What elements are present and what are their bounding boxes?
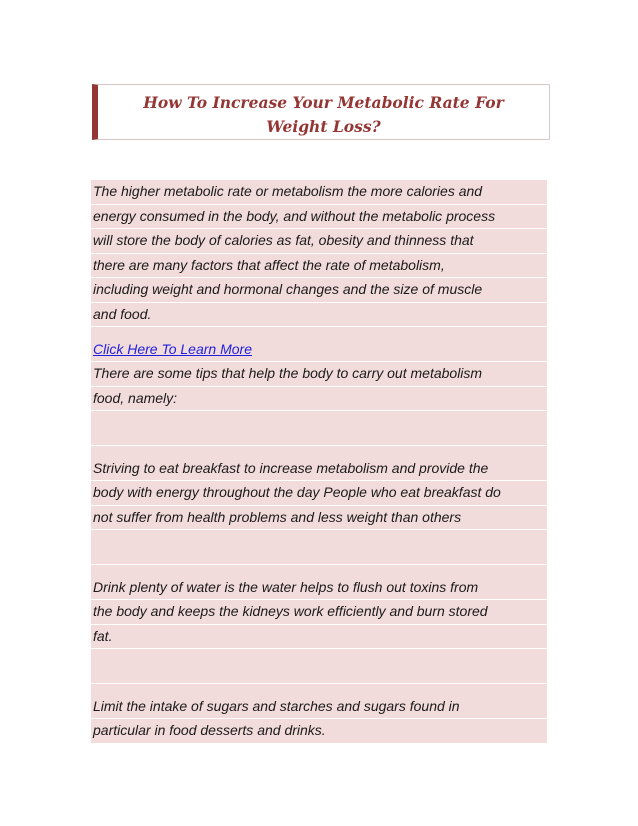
tip-line: not suffer from health problems and less weight than others	[91, 506, 547, 531]
paragraph-line: The higher metabolic rate or metabolism the more calories and	[91, 180, 547, 205]
title-line-2: Weight Loss?	[266, 117, 381, 136]
blank-line	[91, 411, 547, 446]
title-line-1: How To Increase Your Metabolic Rate For	[143, 93, 504, 112]
blank-line	[91, 649, 547, 684]
paragraph-line: food, namely:	[91, 387, 547, 412]
blank-line	[91, 530, 547, 565]
paragraph-line: There are some tips that help the body to carry out metabolism	[91, 362, 547, 387]
title-box	[92, 84, 550, 140]
tip-line: fat.	[91, 625, 547, 650]
paragraph-line: including weight and hormonal changes and the size of muscle	[91, 278, 547, 303]
tip-line: Striving to eat breakfast to increase metabolism and provide the	[91, 446, 547, 481]
tip-line: the body and keeps the kidneys work efficiently and burn stored	[91, 600, 547, 625]
tip-line: Limit the intake of sugars and starches and sugars found in	[91, 684, 547, 719]
tip-line: Drink plenty of water is the water helps to flush out toxins from	[91, 565, 547, 600]
tip-line: body with energy throughout the day People who eat breakfast do	[91, 481, 547, 506]
paragraph-line: energy consumed in the body, and without the metabolic process	[91, 205, 547, 230]
page-title	[98, 91, 549, 139]
paragraph-line: will store the body of calories as fat, obesity and thinness that	[91, 229, 547, 254]
link-line	[91, 327, 547, 362]
paragraph-line: and food.	[91, 303, 547, 328]
tip-line: particular in food desserts and drinks.	[91, 719, 547, 744]
article-body	[91, 180, 547, 744]
learn-more-link[interactable]: Click Here To Learn More	[93, 341, 252, 357]
paragraph-line: there are many factors that affect the rate of metabolism,	[91, 254, 547, 279]
